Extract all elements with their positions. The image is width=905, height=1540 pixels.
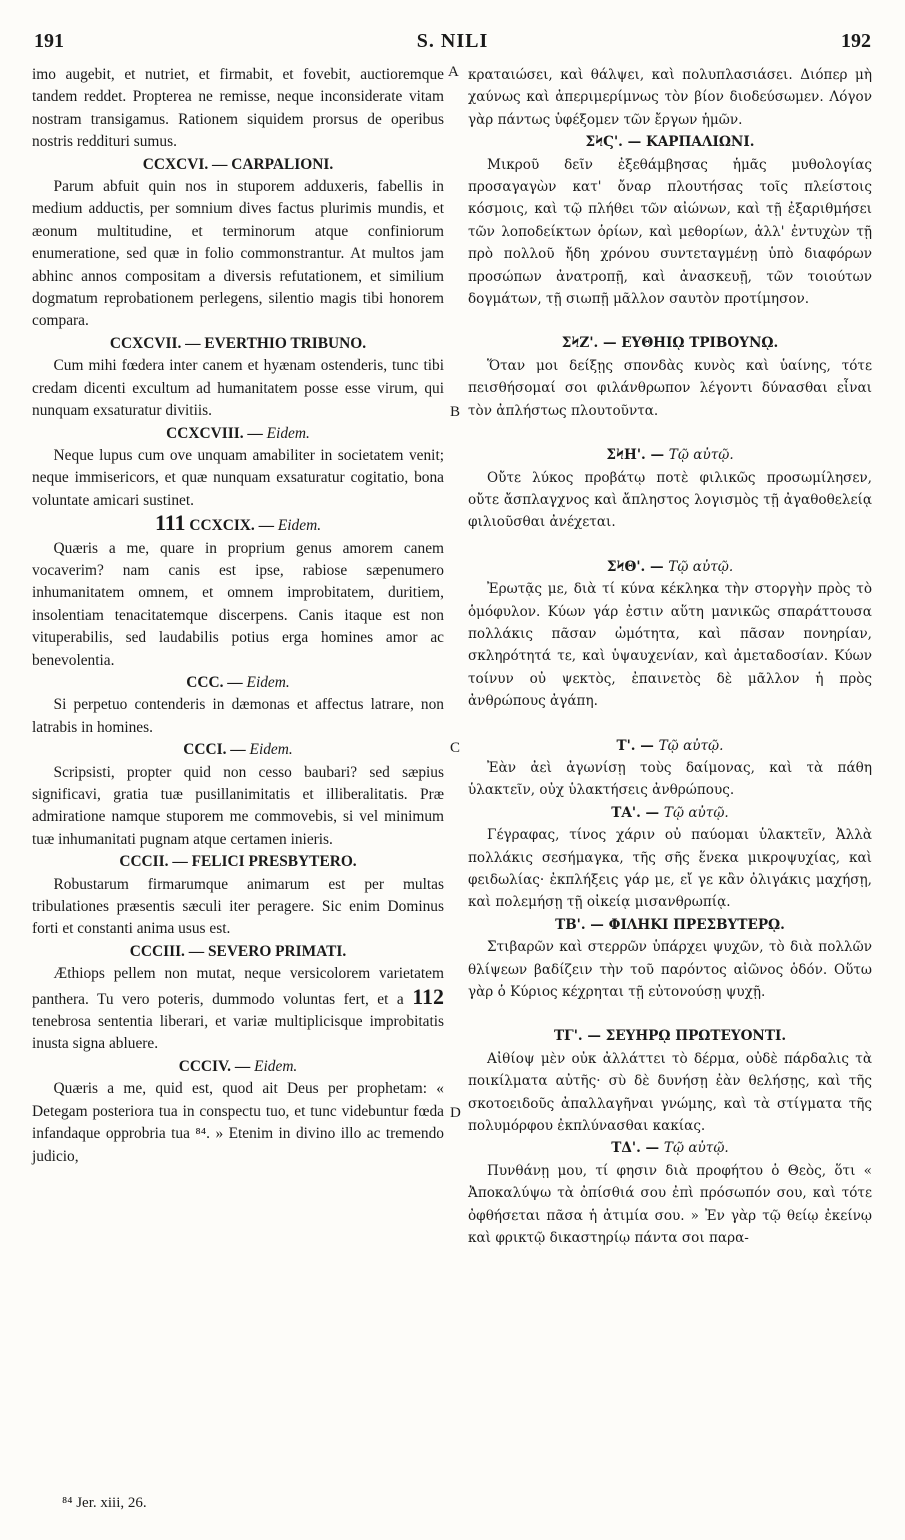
letter-heading [32, 672, 444, 694]
running-title: S. NILI [416, 30, 489, 52]
column-number: 112 [412, 983, 444, 1009]
letter-heading [32, 154, 444, 176]
page-number-left: 191 [34, 30, 64, 52]
letter-heading [32, 739, 444, 761]
margin-letter-d: D [450, 1105, 461, 1121]
spacer [468, 534, 872, 556]
letter-paragraph: Αἰθίοψ μὲν οὐκ ἀλλάττει τὸ δέρμα, οὐδὲ πάρδαλις τὰ ποικίλματα αὐτῆς· σὺ δὲ δυνήσῃ ἐὰν θελήσῃς, καὶ τῆς σκοτοειδοῦς ἀπαλλαγῆναι γνώμης, καὶ τὰ στίγματα τῆς πολυμόρφου ἐκπλύνασθαι κακίας. [468, 1050, 872, 1135]
letter-heading [32, 851, 444, 873]
heading-addressee: Eidem. [254, 1057, 298, 1075]
heading-title: ΣϞϚ'. — ΚΑΡΠΑΛΙΩΝΙ. [585, 134, 755, 151]
letter-heading [32, 941, 444, 963]
heading-title: Τ'. — [616, 737, 659, 754]
heading-addressee: Τῷ αὐτῷ. [663, 804, 729, 821]
heading-addressee: Eidem. [266, 424, 310, 442]
letter-heading [468, 444, 872, 466]
page-number-right: 192 [841, 30, 871, 52]
letter-paragraph: Si perpetuo contenderis in dæmonas et affectus latrare, non latrabis in homines. [32, 696, 444, 736]
heading-title: CCCIV. — [178, 1057, 255, 1075]
letter-heading [32, 333, 444, 355]
heading-title: ΤΔ'. — [611, 1140, 664, 1157]
heading-title: ΤΒ'. — ΦΙΛΗΚΙ ΠΡΕΣΒΥΤΕΡῼ. [555, 916, 785, 933]
letter-heading [468, 131, 872, 153]
heading-title: CCXCVI. — CARPALIONI. [142, 155, 334, 173]
letter-heading [468, 332, 872, 354]
letter-paragraph [32, 963, 444, 1056]
heading-title: CCC. — [186, 673, 247, 691]
letter-paragraph: Πυνθάνῃ μου, τί φησιν διὰ προφήτου ὁ Θεὸς, ὅτι « Ἀποκαλύψω τὰ ὀπίσθιά σου ἐπὶ πρόσωπόν σου, καὶ τότε ὀφθήσεται πᾶσα ἡ ἀτιμία σου. » Ἐν γὰρ τῷ θείῳ ἐκείνῳ καὶ φρικτῷ δικαστηρίῳ πάντα σοι παρα- [468, 1162, 872, 1247]
letter-heading [468, 802, 872, 824]
letter-heading [32, 1056, 444, 1078]
heading-title: ΤΓ'. — ΣΕΥΗΡῼ ΠΡΩΤΕΥΟΝΤΙ. [553, 1028, 787, 1045]
letter-paragraph: Μικροῦ δεῖν ἐξεθάμβησας ἡμᾶς μυθολογίας προσαγαγὼν κατ' ὄναρ πλουτήσας τοῖς πλείστοις κόσμοις, καὶ τῷ πλήθει τῶν αἰώνων, καὶ τῇ ἐξαριθμήσει τῶν λοποδείκτων ὁρίων, καὶ μεθορίων, ἀλλ' ἐντυχὼν τῇ πρὸ πολλοῦ ἤδη χρόνου συντεταγμένῃ ὑπὸ διαφόρων προσώπων ἀνατροπῇ, καὶ ἀνασκευῇ, τῶν τοιούτων δογμάτων, τῇ σιωπῇ μᾶλλον σαυτὸν προτίμησον. [468, 156, 872, 308]
spacer [468, 310, 872, 332]
heading-title: ΣϞΘ'. — [606, 558, 669, 575]
letter-heading [468, 914, 872, 936]
letter-heading [468, 556, 872, 578]
letter-paragraph: Neque lupus cum ove unquam amabiliter in societatem venit; neque immisericors, et quæ nunquam exsaturatur cogitatio, bona voluntate amicari sustinet. [32, 446, 444, 509]
heading-addressee: Τῷ αὐτῷ. [668, 558, 734, 575]
heading-title: CCCII. — FELICI PRESBYTERO. [119, 853, 357, 871]
letter-heading [468, 735, 872, 757]
heading-addressee: Τῷ αὐτῷ. [663, 1140, 729, 1157]
column-number: 111 [154, 510, 186, 536]
heading-addressee: Eidem. [246, 673, 290, 691]
heading-title: CCCIII. — SEVERO PRIMATI. [129, 942, 347, 960]
paragraph-text: tenebrosa sententia liberari, et variæ multiplicisque improbitatis inusta signa abluere. [32, 1013, 444, 1053]
letter-paragraph: Scripsisti, propter quid non cesso baubari? sed sæpius significavi, gratia tuæ pusillanimitatis et illiberalitatis. Præ admiratione namque stuporem me commovebis, si vel minimum tuæ inhumanitati pugnam atque certamen inieris. [32, 763, 444, 848]
page-header [30, 30, 875, 60]
margin-letter-b: B [450, 404, 461, 420]
letter-paragraph: Γέγραφας, τίνος χάριν οὐ παύομαι ὑλακτεῖν, Ἀλλὰ πολλάκις σεσήμαγκα, τῆς σῆς ἕνεκα μικροψυχίας, καὶ φειδωλίας· ἐκπλήξεις γάρ με, εἴ γε κἂν ὀλιγάκις μαχήσῃ, καὶ πολεμήσῃ τῇ οἰκείᾳ μισανθρωπίᾳ. [468, 827, 872, 911]
letter-paragraph: Quæris a me, quare in proprium genus amorem canem vocaverim? nam canis est ipse, rabiose sæpenumero inhumanitatem omnem, et omnem improbitatem, duritiem, insolentiam tenacitatemque discerpens. Canis itaque est non vituperabilis, sed laudabilis potius erga homines amor ac benevolentia. [32, 539, 444, 669]
letter-paragraph: κραταιώσει, καὶ θάλψει, καὶ πολυπλασιάσει. Διόπερ μὴ χαύνως καὶ ἀπεριμερίμνως τὸν βίον διοδεύσωμεν. Λόγον γὰρ πάντως ὑφέξομεν τῶν ἔργων ἡμῶν. [468, 67, 872, 128]
margin-letter-c: C [450, 740, 461, 756]
spacer [468, 1003, 872, 1025]
heading-title: CCXCIX. — [185, 517, 278, 535]
heading-addressee: Eidem. [277, 517, 322, 535]
letter-heading [32, 423, 444, 445]
heading-addressee: Eidem. [249, 741, 293, 759]
heading-title: ΣϞΗ'. — [606, 447, 669, 464]
latin-column [32, 64, 444, 1168]
heading-addressee: Τῷ αὐτῷ. [668, 447, 734, 464]
heading-title: ΤΑ'. — [611, 804, 664, 821]
heading-title: CCXCVII. — EVERTHIO TRIBUNO. [109, 334, 367, 352]
letter-heading [468, 1137, 872, 1159]
letter-paragraph: Parum abfuit quin nos in stuporem adduxeris, fabellis in medium adductis, per somnium dives factus plurimis mundis, et æonum multitudine, et terminorum atque confiniorum enumeratione, sed quæ in folio commonstrantur. At multos jam abhinc annos compositam a diversis refutationem, et similium dogmatum reprobationem perlegens, silentio magis tibi honorem compara. [32, 178, 444, 330]
letter-paragraph: Ἐὰν ἀεὶ ἀγωνίσῃ τοὺς δαίμονας, καὶ τὰ πάθη ὑλακτεῖν, οὐχ ὑλακτήσεις ἀνθρώπους. [468, 759, 872, 799]
heading-title: CCXCVIII. — [166, 424, 267, 442]
spacer [468, 422, 872, 444]
heading-title: ΣϞΖ'. — ΕΥΘΗΙῼ ΤΡΙΒΟΥΝῼ. [561, 335, 779, 352]
letter-paragraph: Στιβαρῶν καὶ στερρῶν ὑπάρχει ψυχῶν, τὸ διὰ πολλῶν θλίψεων βαδίζειν τὴν τοῦ παρόντος αἰῶνος ὁδόν. Οὕτω γὰρ ὁ Κύριος κέχρηται τῇ εὐτονούσῃ ψυχῇ. [468, 939, 872, 1001]
letter-heading [468, 1025, 872, 1047]
spacer [468, 713, 872, 735]
letter-paragraph: Οὔτε λύκος προβάτῳ ποτὲ φιλικῶς προσωμίλησεν, οὔτε ἄσπλαγχνος καὶ ἄπληστος λογισμὸς τῇ ἀγαθοθελείᾳ φιλιοῦσθαι ἀνέχεται. [468, 469, 872, 531]
greek-column [468, 64, 872, 1250]
letter-paragraph: Cum mihi fœdera inter canem et hyænam ostenderis, tunc tibi credam dicenti excultum ad humanitatem posse esse virum, qui nunquam exsaturatur divitiis. [32, 357, 444, 420]
heading-addressee: Τῷ αὐτῷ. [658, 737, 724, 754]
letter-paragraph: Robustarum firmarumque animarum est per multas tribulationes præsentis sæculi iter peragere. Sic enim Dominus forti et constanti anima usus est. [32, 875, 444, 938]
letter-paragraph: imo augebit, et nutriet, et firmabit, et fovebit, auctioremque tandem reddet. Propterea ne remisse, neque inconsiderate vitam nostram transigamus. Rationem siquidem prorsus de operibus nostris reddituri sumus. [32, 66, 444, 151]
letter-paragraph: Quæris a me, quid est, quod ait Deus per prophetam: « Detegam posteriora tua in conspectu tuo, et tunc videbuntur fœda infandaque opprobria tua ⁸⁴. » Etenim in divino illo ac tremendo judicio, [32, 1080, 444, 1165]
letter-heading [32, 512, 444, 537]
footnote: ⁸⁴ Jer. xiii, 26. [62, 1495, 147, 1511]
letter-paragraph: Ἐρωτᾷς με, διὰ τί κύνα κέκληκα τὴν στοργὴν πρὸς τὸ ὁμόφυλον. Κύων γάρ ἐστιν αὕτη μανικῶς σπαράττουσα πολλάκις πᾶσαν ὠμότητα, καὶ πᾶσαν πονηρίαν, σκληρότητά τε, καὶ ὑψαυχενίαν, καὶ ἀμεταδοσίαν. Κύων τοίνυν οὐ ψεκτὸς, ἐπαινετὸς δὲ μᾶλλον ἡ πρὸς ἀνθρώπους ἀγάπη. [468, 581, 872, 710]
heading-title: CCCI. — [183, 741, 250, 759]
letter-paragraph: Ὅταν μοι δείξῃς σπονδὰς κυνὸς καὶ ὑαίνης, τότε πεισθήσομαί σοι φιλάνθρωπον λέγοντι δύνασθαι εἶναι τὸν ἀπλήστως πλουτοῦντα. [468, 357, 872, 419]
paragraph-text: Æthiops pellem non mutat, neque versicolorem varietatem panthera. Tu vero poteris, dummodo voluntas fert, et a [32, 965, 444, 1008]
margin-letter-a: A [448, 64, 459, 80]
